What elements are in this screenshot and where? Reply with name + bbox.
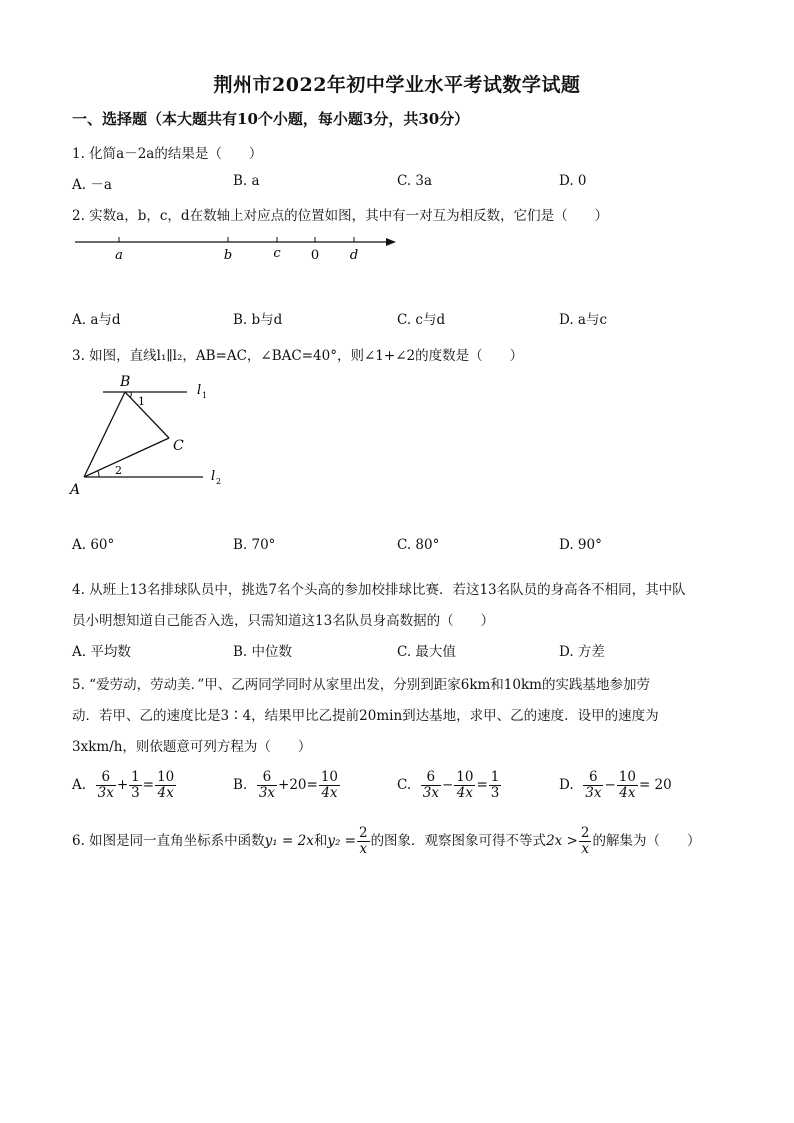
number-line-figure bbox=[70, 230, 410, 268]
line-l2-subscript: 2 bbox=[216, 477, 222, 486]
question-5-stem-line3: 3xkm/h，则依题意可列方程为（ ） bbox=[72, 739, 312, 755]
q2-option-d: D. a与c bbox=[559, 312, 608, 328]
q3-option-a: A. 60° bbox=[72, 537, 115, 553]
page-title: 荆州市2022年初中学业水平考试数学试题 bbox=[213, 74, 581, 96]
line-l2-label: l bbox=[211, 469, 216, 484]
q4-option-c: C. 最大值 bbox=[397, 644, 456, 660]
q2-option-c: C. c与d bbox=[397, 312, 446, 328]
question-4-stem-line1: 4. 从班上13名排球队员中，挑选7名个头高的参加校排球比赛．若这13名队员的身高各不相同，其中队 bbox=[72, 582, 686, 598]
q5-option-c: C. $\frac{6}{3x}$ − $\frac{10}{4x}$ = $\frac{1}{3}$ bbox=[397, 769, 500, 801]
line-l1-subscript: 1 bbox=[202, 391, 208, 400]
q1-option-b: B. a bbox=[233, 173, 260, 189]
q2-option-b: B. b与d bbox=[233, 312, 283, 328]
question-2-stem: 2. 实数a，b，c，d在数轴上对应点的位置如图，其中有一对互为相反数，它们是（ ） bbox=[72, 208, 609, 224]
question-5-stem-line2: 动．若甲、乙的速度比是3∶4，结果甲比乙提前20min到达基地，求甲、乙的速度．设甲的速度为 bbox=[72, 708, 659, 724]
line-l1-label: l bbox=[197, 383, 202, 398]
question-4-stem-line2: 员小明想知道自己能否入选，只需知道这13名队员身高数据的（ ） bbox=[72, 613, 495, 629]
q1-option-d: D. 0 bbox=[559, 173, 587, 189]
q1-option-c: C. 3a bbox=[397, 173, 433, 189]
q1-option-a: A. －a bbox=[72, 177, 112, 193]
triangle-figure bbox=[65, 370, 235, 500]
question-5-stem-line1: 5. “爱劳动，劳动美．”甲、乙两同学同时从家里出发，分别到距家6km和10km的实践基地参加劳 bbox=[72, 677, 650, 693]
q3-option-b: B. 70° bbox=[233, 537, 276, 553]
axis-label-c: c bbox=[273, 246, 281, 261]
q4-option-a: A. 平均数 bbox=[72, 644, 131, 660]
question-3-stem: 3. 如图，直线l₁∥l₂，AB=AC，∠BAC=40°，则∠1+∠2的度数是（ ） bbox=[72, 348, 524, 364]
vertex-a: A bbox=[70, 482, 81, 498]
axis-label-d: d bbox=[349, 248, 359, 263]
vertex-c: C bbox=[173, 438, 184, 454]
axis-label-zero: 0 bbox=[310, 248, 320, 263]
q3-option-c: C. 80° bbox=[397, 537, 440, 553]
q5-option-b: B. $\frac{6}{3x}$ +20= $\frac{10}{4x}$ bbox=[233, 769, 339, 801]
question-6-stem: 6. 如图是同一直角坐标系中函数y₁ = 2x和y₂ = $\frac{2}{x}$ 的图象．观察图象可得不等式2x > $\frac{2}{x}$ 的解集为（ ） bbox=[72, 825, 701, 857]
q5-option-a: A. $\frac{6}{3x}$ + $\frac{1}{3}$ = $\frac{10}{4x}$ bbox=[72, 769, 175, 801]
angle-2-label: 2 bbox=[115, 464, 122, 477]
q2-option-a: A. a与d bbox=[72, 312, 121, 328]
q4-option-b: B. 中位数 bbox=[233, 644, 293, 660]
question-1-stem: 1. 化简a－2a的结果是（ ） bbox=[72, 146, 263, 162]
q5-option-d: D. $\frac{6}{3x}$ − $\frac{10}{4x}$ = 20 bbox=[559, 769, 672, 801]
vertex-b: B bbox=[120, 374, 131, 390]
axis-label-a: a bbox=[115, 248, 123, 263]
section-heading: 一、选择题（本大题共有10个小题，每小题3分，共30分） bbox=[72, 110, 470, 128]
q4-option-d: D. 方差 bbox=[559, 644, 605, 660]
axis-label-b: b bbox=[223, 248, 233, 263]
q3-option-d: D. 90° bbox=[559, 537, 602, 553]
angle-1-label: 1 bbox=[138, 395, 145, 408]
